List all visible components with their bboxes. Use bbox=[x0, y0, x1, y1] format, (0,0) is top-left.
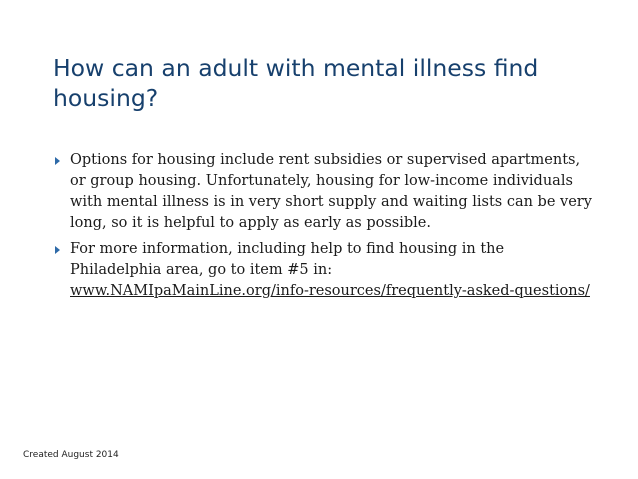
bullet-text-container bbox=[70, 239, 600, 302]
faq-link[interactable]: www.NAMIpaMainLine.org/info-resources/frequently-asked-questions/ bbox=[70, 283, 590, 299]
bullet-text: For more information, including help to find housing in the Philadelphia area, go to item #5 in: bbox=[70, 241, 505, 278]
triangle-right-icon bbox=[55, 157, 60, 165]
bullet-list bbox=[55, 150, 600, 307]
triangle-right-icon bbox=[55, 246, 60, 254]
bullet-item-more-info bbox=[55, 239, 600, 302]
bullet-item-housing-options bbox=[55, 150, 600, 234]
created-date-footer: Created August 2014 bbox=[23, 450, 119, 460]
bullet-text: Options for housing include rent subsidies or supervised apartments, or group housing. Unfortunately, housing for low-income individuals with mental illness is in very short supply and waiting lists can be very long, so it is helpful to apply as early as possible. bbox=[70, 152, 592, 231]
slide-title: How can an adult with mental illness find housing? bbox=[53, 54, 539, 112]
